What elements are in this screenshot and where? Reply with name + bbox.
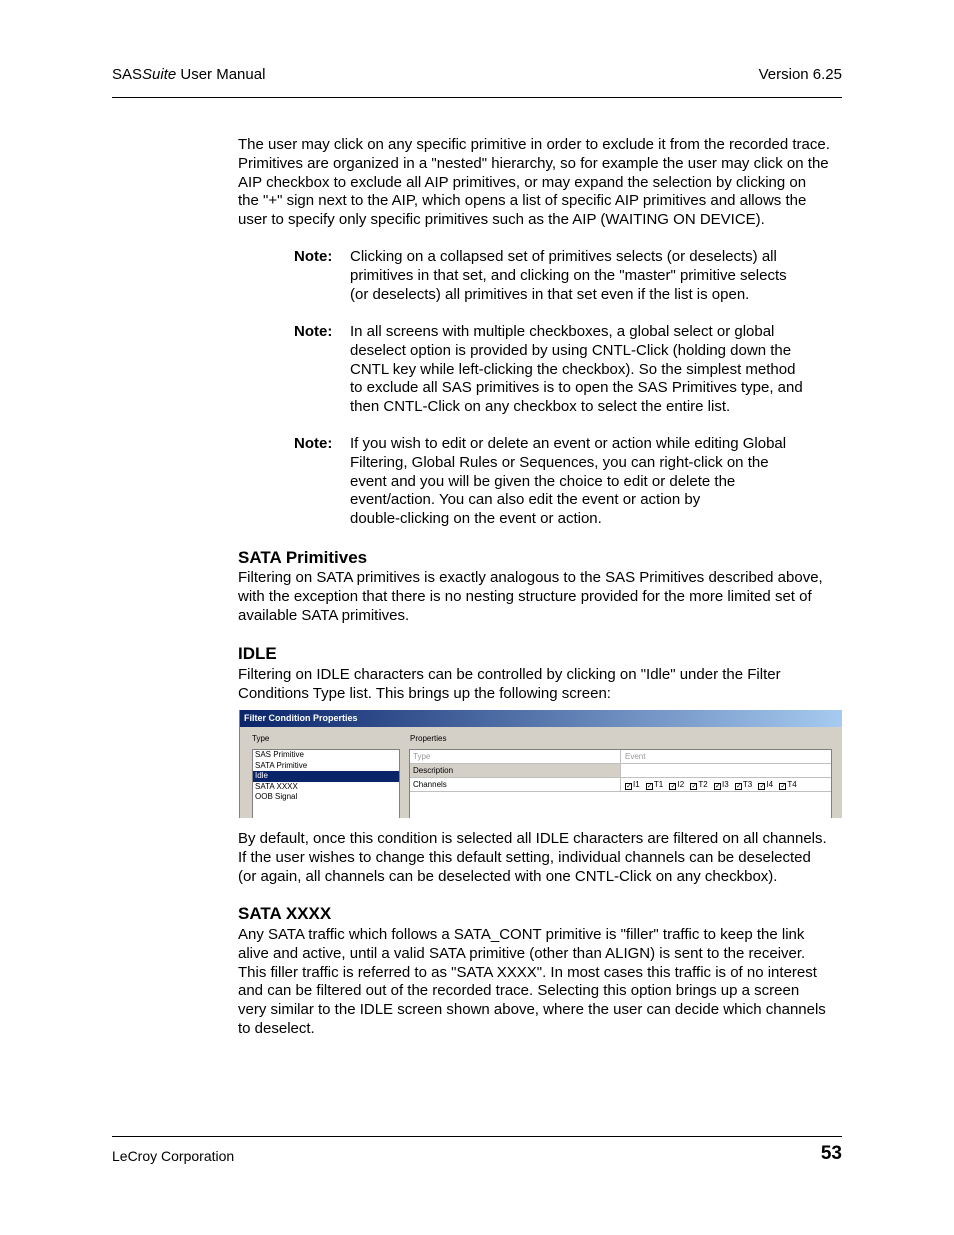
intro-line: the "+" sign next to the AIP, which opens a list of specific AIP primitives and allows the (238, 192, 807, 210)
intro-line: Primitives are organized in a "nested" hierarchy, so for example the user may click on the (238, 154, 829, 172)
sata-primitives-paragraph (238, 569, 844, 625)
channel-label: T2 (698, 780, 708, 789)
channel-label: I1 (633, 780, 640, 789)
properties-grid (409, 749, 832, 818)
note-line: event and you will be given the choice to edit or delete the (350, 472, 736, 490)
paragraph-line: If the user wishes to change this default setting, individual channels can be deselected (238, 848, 811, 866)
channel-checkbox-i3[interactable] (714, 778, 729, 791)
channel-checkbox-t3[interactable] (735, 778, 752, 791)
note-line: (or deselects) all primitives in that set even if the list is open. (350, 285, 750, 303)
property-row (410, 750, 831, 764)
property-row (410, 764, 831, 778)
sata-xxxx-paragraph (238, 926, 844, 1039)
filter-condition-dialog (239, 710, 842, 818)
type-list[interactable] (252, 749, 400, 818)
note-line: to exclude all SAS primitives is to open the SAS Primitives type, and (350, 379, 803, 397)
paragraph-line: Conditions Type list. This brings up the following screen: (238, 684, 611, 702)
note-line: CNTL key while left-clicking the checkbox). So the simplest method (350, 360, 796, 378)
channel-checkbox-t1[interactable] (646, 778, 663, 791)
channel-label: I2 (677, 780, 685, 789)
note-text (350, 248, 820, 304)
section-heading-idle: IDLE (238, 644, 277, 663)
channel-checkbox-i4[interactable] (758, 778, 773, 791)
paragraph-line: with the exception that there is no nesting structure provided for the more limited set of (238, 587, 812, 605)
description-field[interactable] (622, 764, 831, 777)
paragraph-line: alive and active, until a valid SATA primitive (other than ALIGN) is sent to the receiver. (238, 944, 806, 962)
channels-checkboxes (622, 778, 831, 791)
paragraph-line: Any SATA traffic which follows a SATA_CONT primitive is "filler" traffic to keep the link (238, 926, 805, 943)
checkbox-icon: ✓ (780, 783, 787, 790)
checkbox-icon: ✓ (759, 783, 766, 790)
type-item-oob-signal[interactable]: OOB Signal (255, 792, 298, 801)
idle-paragraph (238, 666, 844, 704)
note-line: event/action. You can also edit the event or action by (350, 491, 701, 509)
section-heading-sata-primitives: SATA Primitives (238, 548, 368, 567)
type-item-sata-xxxx[interactable]: SATA XXXX (255, 781, 298, 791)
note-line: primitives in that set, and clicking on the "master" primitive selects (350, 266, 787, 284)
property-key: Channels (410, 778, 621, 791)
type-item-idle[interactable]: Idle (253, 771, 399, 782)
checkbox-icon: ✓ (646, 783, 653, 790)
paragraph-line: to deselect. (238, 1019, 315, 1037)
note-line: If you wish to edit or delete an event or action while editing Global (350, 435, 787, 452)
note-label: Note: (294, 248, 333, 265)
intro-paragraph (238, 136, 844, 230)
section-heading-sata-xxxx: SATA XXXX (238, 904, 332, 923)
property-row (410, 778, 831, 792)
header-title-suffix: User Manual (176, 66, 266, 83)
checkbox-icon: ✓ (714, 783, 721, 790)
footer-company: LeCroy Corporation (112, 1148, 235, 1164)
intro-line: The user may click on any specific primitive in order to exclude it from the recorded trace. (238, 136, 830, 153)
header-title-prefix: SAS (112, 66, 143, 83)
header-version: Version 6.25 (758, 66, 842, 83)
property-value: Event (625, 752, 646, 761)
type-label: Type (252, 734, 270, 743)
channel-checkbox-i1[interactable] (625, 778, 640, 791)
note-line: Filtering, Global Rules or Sequences, you can right-click on the (350, 453, 769, 471)
note-label: Note: (294, 323, 333, 340)
note-text (350, 435, 820, 529)
idle-after-paragraph (238, 830, 844, 886)
paragraph-line: (or again, all channels can be deselected with one CNTL-Click on any checkbox). (238, 867, 778, 885)
paragraph-line: available SATA primitives. (238, 606, 410, 624)
page-number: 53 (820, 1143, 842, 1164)
intro-line: AIP checkbox to exclude all AIP primitives, or may expand the selection by clicking on (238, 173, 807, 191)
footer-rule (112, 1136, 842, 1137)
checkbox-icon: ✓ (670, 783, 677, 790)
checkbox-icon: ✓ (735, 783, 742, 790)
paragraph-line: This filler traffic is referred to as "SATA XXXX". In most cases this traffic is of no interest (238, 963, 817, 981)
intro-line: user to specify only specific primitives such as the AIP (WAITING ON DEVICE). (238, 211, 765, 229)
note-text (350, 323, 820, 417)
note-label: Note: (294, 435, 333, 452)
channel-label: I3 (721, 780, 729, 789)
header-title (112, 66, 265, 84)
channel-checkbox-t4[interactable] (779, 778, 796, 791)
note-line: then CNTL-Click on any checkbox to select the entire list. (350, 398, 731, 416)
channel-checkbox-t2[interactable] (690, 778, 707, 791)
channel-label: T4 (787, 780, 797, 789)
channel-label: T3 (742, 780, 753, 789)
type-item-sata-primitive[interactable]: SATA Primitive (255, 760, 308, 770)
property-key: Description (410, 764, 621, 777)
paragraph-line: Filtering on IDLE characters can be controlled by clicking on "Idle" under the Filter (238, 666, 781, 683)
paragraph-line: By default, once this condition is selected all IDLE characters are filtered on all channels. (238, 830, 827, 847)
type-item-sas-primitive[interactable]: SAS Primitive (255, 750, 304, 759)
channel-label: T1 (653, 780, 664, 789)
header-title-italic: Suite (142, 66, 177, 83)
note-line: Clicking on a collapsed set of primitives selects (or deselects) all (350, 248, 777, 265)
paragraph-line: Filtering on SATA primitives is exactly analogous to the SAS Primitives described above, (238, 569, 823, 586)
header-rule (112, 97, 842, 98)
property-key: Type (410, 750, 621, 763)
checkbox-icon: ✓ (626, 783, 632, 790)
properties-label: Properties (410, 734, 447, 743)
dialog-title: Filter Condition Properties (240, 710, 842, 727)
channel-checkbox-i2[interactable] (669, 778, 684, 791)
channel-label: I4 (766, 780, 774, 789)
paragraph-line: very similar to the IDLE screen shown above, where the user can decide which channels (238, 1001, 826, 1019)
note-line: In all screens with multiple checkboxes, a global select or global (350, 323, 775, 340)
paragraph-line: and can be filtered out of the recorded trace. Selecting this option brings up a screen (238, 982, 800, 1000)
note-line: double-clicking on the event or action. (350, 510, 602, 528)
checkbox-icon: ✓ (691, 783, 698, 790)
note-line: deselect option is provided by using CNTL-Click (holding down the (350, 341, 792, 359)
